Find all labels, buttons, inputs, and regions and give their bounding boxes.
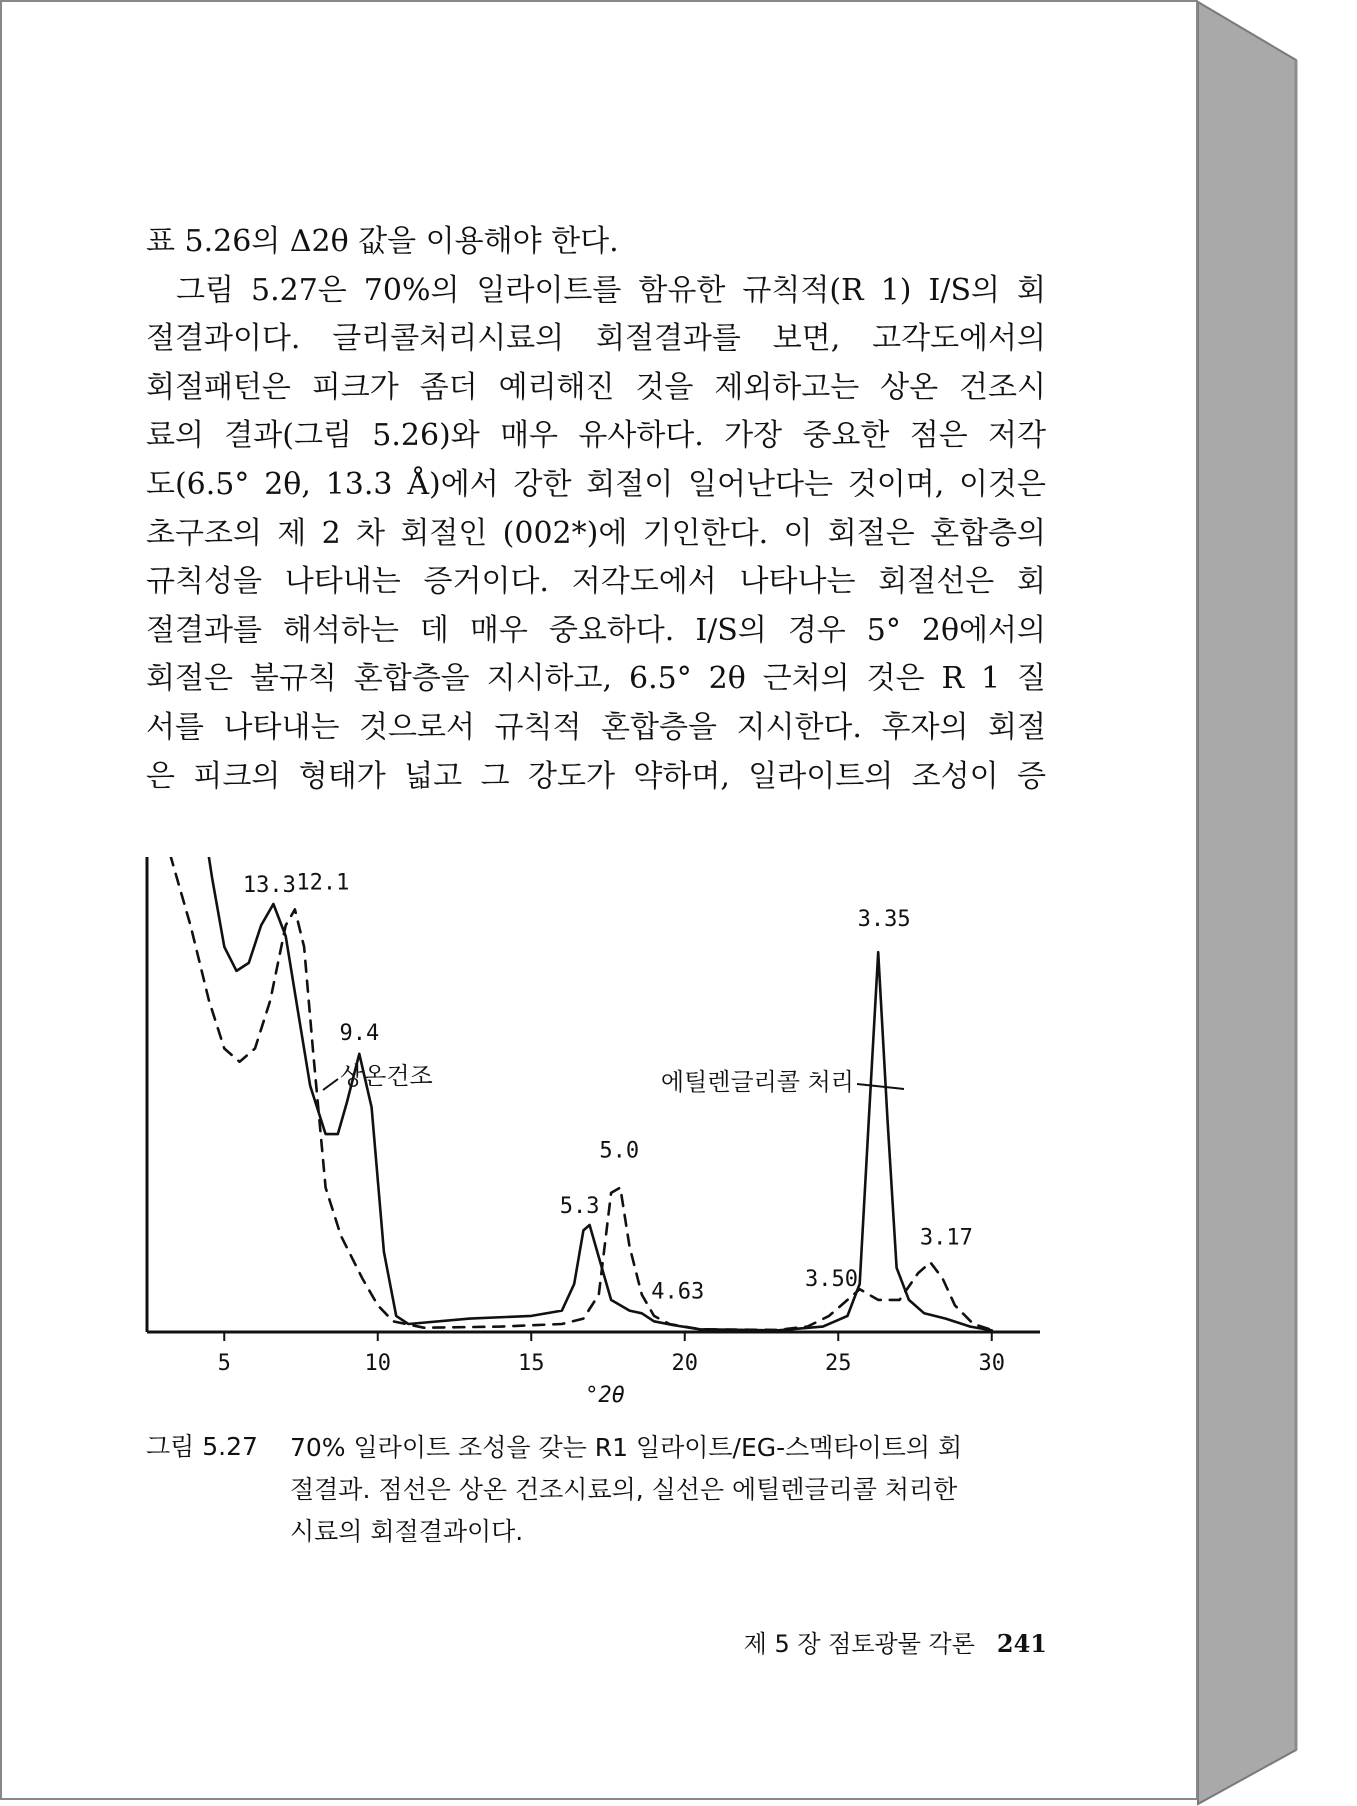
x-tick-label: 20 <box>671 1351 698 1376</box>
leader-line-air-dried <box>323 1079 338 1090</box>
peak-label: 3.17 <box>919 1225 973 1251</box>
text-line: 절결과이다. 글리콜처리시료의 회절결과를 보면, 고각도에서의 <box>146 321 1046 357</box>
caption-text <box>290 1427 1190 1553</box>
peak-label: 12.1 <box>296 870 350 896</box>
text-line: 료의 결과(그림 5.26)와 매우 유사하다. 가장 중요한 점은 저각 <box>146 418 1046 454</box>
series-annotation-glycol: 에틸렌글리콜 처리 <box>660 1068 854 1096</box>
peak-label: 3.50 <box>804 1266 858 1292</box>
text-line: 표 5.26의 Δ2θ 값을 이용해야 한다. <box>146 224 619 259</box>
x-tick-label: 15 <box>518 1351 545 1376</box>
peak-label: 13.3 <box>242 873 296 898</box>
caption-line: 절결과. 점선은 상온 건조시료의, 실선은 에틸렌글리콜 처리한 <box>290 1475 958 1504</box>
peak-label: 3.35 <box>857 907 911 933</box>
page-footer <box>702 1624 1047 1659</box>
peak-label: 5.0 <box>599 1138 640 1164</box>
text-line: 은 피크의 형태가 넓고 그 강도가 약하며, 일라이트의 조성이 증 <box>146 758 1046 794</box>
text-line: 초구조의 제 2 차 회절인 (002*)에 기인한다. 이 회절은 혼합층의 <box>146 515 1046 551</box>
chapter-title: 제 5 장 점토광물 각론 <box>743 1630 975 1658</box>
body-text <box>146 218 1046 801</box>
text-line: 도(6.5° 2θ, 13.3 Å)에서 강한 회절이 일어난다는 것이며, 이것은 <box>146 466 1046 502</box>
x-tick-label: 25 <box>825 1351 852 1376</box>
caption-line: 시료의 회절결과이다. <box>290 1517 524 1546</box>
peak-label: 4.63 <box>651 1279 705 1305</box>
x-tick-label: 10 <box>364 1351 391 1376</box>
text-line: 절결과를 해석하는 데 매우 중요하다. I/S의 경우 5° 2θ에서의 <box>146 612 1046 648</box>
peak-label: 9.4 <box>339 1020 380 1046</box>
leader-line-glycol <box>857 1084 904 1089</box>
x-tick-label: 5 <box>217 1351 231 1376</box>
text-line: 서를 나타내는 것으로서 규칙적 혼합층을 지시한다. 후자의 회절 <box>146 709 1046 745</box>
xrd-diffraction-chart <box>132 857 1052 1427</box>
text-line: 회절패턴은 피크가 좀더 예리해진 것을 제외하고는 상온 건조시 <box>146 369 1046 405</box>
page-number: 241 <box>996 1629 1047 1658</box>
text-line: 그림 5.27은 70%의 일라이트를 함유한 규칙적(R 1) I/S의 회 <box>176 272 1046 308</box>
series-annotation-air-dried: 상온건조 <box>340 1062 433 1090</box>
x-tick-label: 30 <box>978 1351 1005 1376</box>
peak-label: 5.3 <box>559 1194 600 1219</box>
caption-line: 70% 일라이트 조성을 갖는 R1 일라이트/EG-스멕타이트의 회 <box>290 1433 963 1462</box>
text-line: 회절은 불규칙 혼합층을 지시하고, 6.5° 2θ 근처의 것은 R 1 질 <box>146 661 1046 697</box>
caption-label: 그림 5.27 <box>146 1432 258 1461</box>
text-line: 규칙성을 나타내는 증거이다. 저각도에서 나타나는 회절선은 회 <box>146 564 1046 600</box>
x-axis-label: °2θ <box>585 1383 625 1408</box>
